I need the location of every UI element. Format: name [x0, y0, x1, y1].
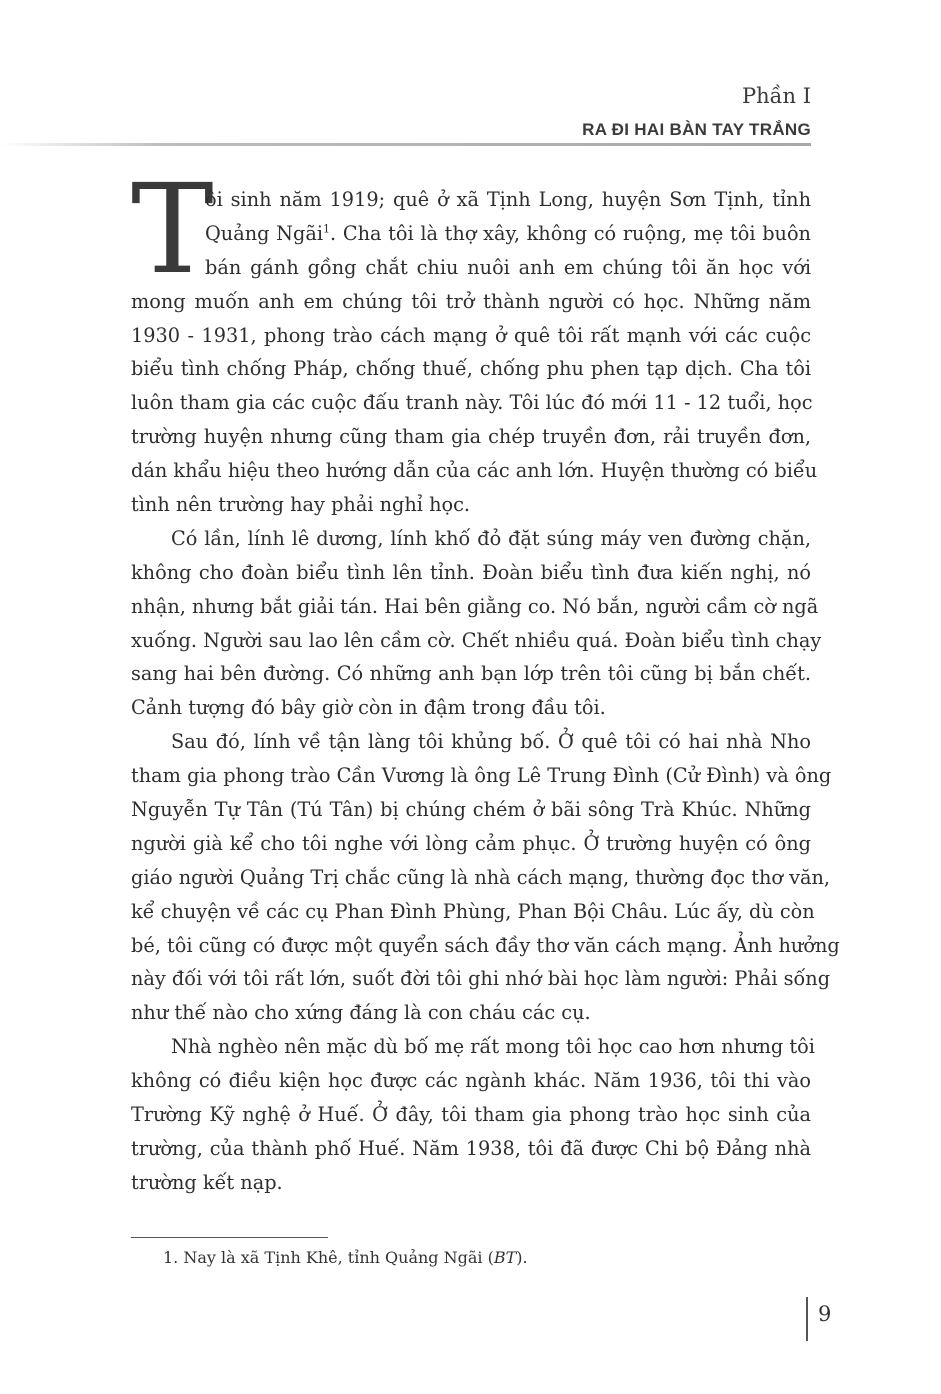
text-line: tham gia phong trào Cần Vương là ông Lê Trung Đình (Cử Đình) và ông [131, 764, 832, 788]
text-fragment: . Cha tôi là thợ xây, không có ruộng, mẹ tôi buôn [330, 221, 811, 245]
footnote [163, 1248, 528, 1267]
page-number-bar [806, 1297, 808, 1341]
text-line: xuống. Người sau lao lên cầm cờ. Chết nhiều quá. Đoàn biểu tình chạy [131, 628, 822, 652]
text-line: trường huyện nhưng cũng tham gia chép truyền đơn, rải truyền đơn, [131, 425, 811, 449]
text-fragment: Quảng Ngãi [205, 221, 324, 245]
header-divider [0, 143, 811, 146]
text-line: Có lần, lính lê dương, lính khố đỏ đặt súng máy ven đường chặn, [171, 526, 811, 550]
chapter-title: RA ĐI HAI BÀN TAY TRẮNG [582, 120, 811, 139]
text-line: trường kết nạp. [131, 1170, 283, 1194]
text-line: Sau đó, lính về tận làng tôi khủng bố. Ở quê tôi có hai nhà Nho [171, 730, 811, 754]
body-text [131, 183, 840, 1200]
footnote-italic: BT [493, 1248, 517, 1267]
text-line: như thế nào cho xứng đáng là con cháu các cụ. [131, 1001, 591, 1025]
text-line: nhận, nhưng bắt giải tán. Hai bên giằng co. Nó bắn, người cầm cờ ngã [131, 594, 819, 618]
drop-cap: T [131, 158, 214, 302]
text-line: bé, tôi cũng có được một quyển sách đầy thơ văn cách mạng. Ảnh hưởng [131, 933, 840, 957]
page-number: 9 [818, 1302, 832, 1326]
text-line: Trường Kỹ nghệ ở Huế. Ở đây, tôi tham gia phong trào học sinh của [131, 1103, 811, 1127]
text-line: giáo người Quảng Trị chắc cũng là nhà cách mạng, thường đọc thơ văn, [131, 865, 831, 889]
text-line: dán khẩu hiệu theo hướng dẫn của các anh lớn. Huyện thường có biểu [131, 459, 818, 483]
text-line: Nhà nghèo nên mặc dù bố mẹ rất mong tôi học cao hơn nhưng tôi [171, 1035, 815, 1059]
text-line: kể chuyện về các cụ Phan Đình Phùng, Phan Bội Châu. Lúc ấy, dù còn [131, 899, 815, 923]
text-line [131, 217, 811, 251]
text-line: trường, của thành phố Huế. Năm 1938, tôi đã được Chi bộ Đảng nhà [131, 1136, 811, 1160]
chapter-part-label: Phần I [741, 84, 811, 108]
text-line: ôi sinh năm 1919; quê ở xã Tịnh Long, huyện Sơn Tịnh, tỉnh [205, 188, 811, 211]
text-line: bán gánh gồng chắt chiu nuôi anh em chúng tôi ăn học với [205, 255, 811, 279]
footnote-divider [131, 1237, 328, 1238]
text-line: không có điều kiện học được các ngành khác. Năm 1936, tôi thi vào [131, 1069, 811, 1093]
text-line: sang hai bên đường. Có những anh bạn lớp trên tôi cũng bị bắn chết. [131, 662, 811, 686]
footnote-text: 1. Nay là xã Tịnh Khê, tỉnh Quảng Ngãi ( [163, 1248, 494, 1267]
text-line: không cho đoàn biểu tình lên tỉnh. Đoàn biểu tình đưa kiến nghị, nó [131, 560, 811, 584]
text-line: 1930 - 1931, phong trào cách mạng ở quê tôi rất mạnh với các cuộc [131, 323, 811, 347]
text-line: này đối với tôi rất lớn, suốt đời tôi ghi nhớ bài học làm người: Phải sống [131, 967, 831, 991]
text-line: Nguyễn Tự Tân (Tú Tân) bị chúng chém ở bãi sông Trà Khúc. Những [131, 798, 811, 822]
text-line: người già kể cho tôi nghe với lòng cảm phục. Ở trường huyện có ông [131, 831, 811, 855]
text-line: mong muốn anh em chúng tôi trở thành người có học. Những năm [131, 289, 811, 313]
footnote-ref: 1 [323, 222, 331, 236]
text-line: biểu tình chống Pháp, chống thuế, chống phu phen tạp dịch. Cha tôi [131, 357, 811, 381]
text-line: Cảnh tượng đó bây giờ còn in đậm trong đầu tôi. [131, 696, 606, 720]
text-line: luôn tham gia các cuộc đấu tranh này. Tôi lúc đó mới 11 - 12 tuổi, học [131, 391, 813, 415]
text-line: tình nên trường hay phải nghỉ học. [131, 493, 471, 517]
footnote-close: ). [516, 1248, 528, 1267]
